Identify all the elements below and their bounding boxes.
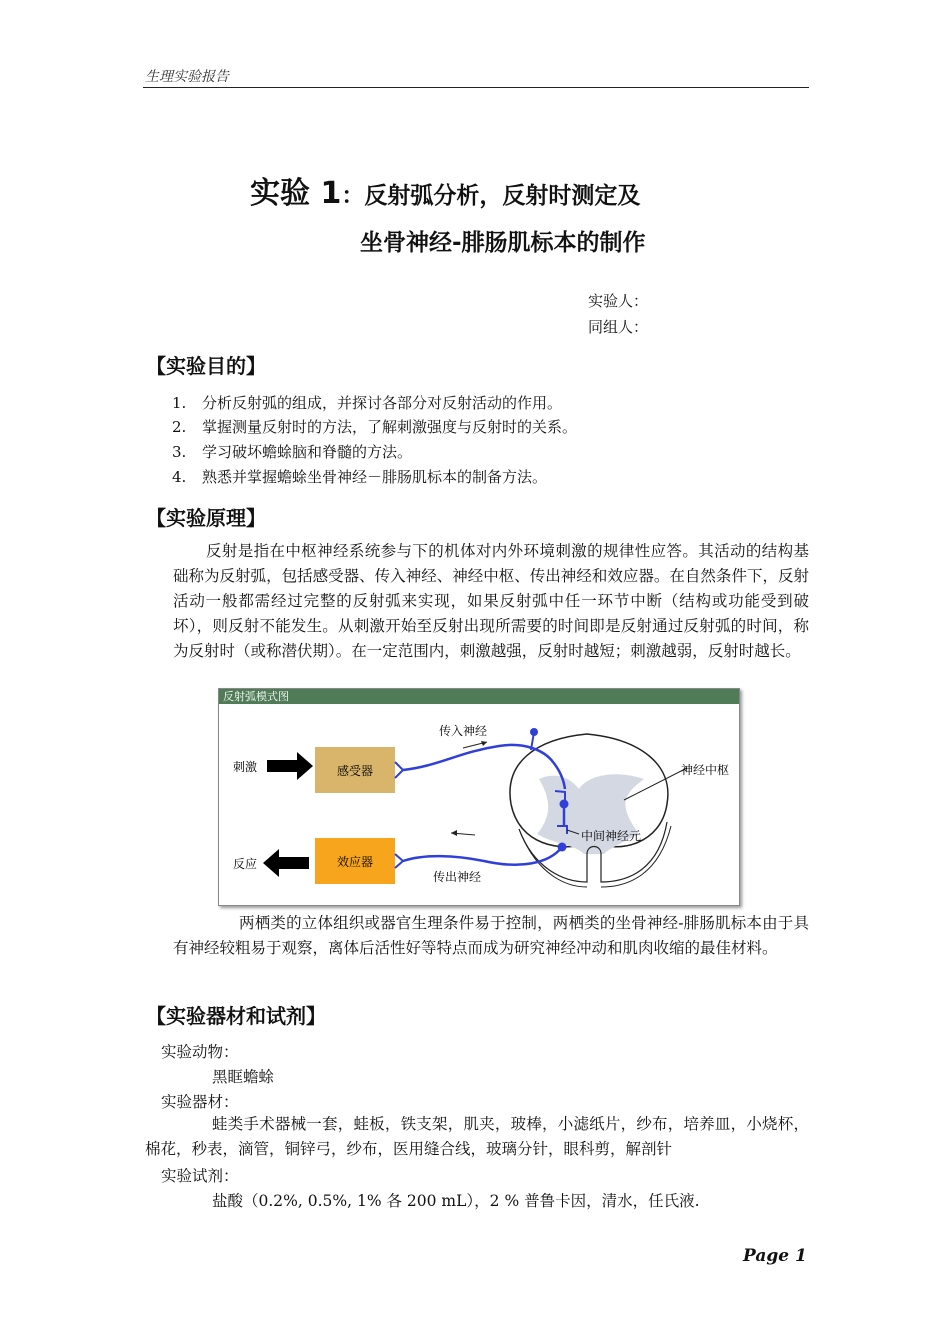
equipment-label: 实验器材： <box>161 1093 239 1111</box>
section-goal: 【实验目的】 <box>146 354 266 378</box>
goal-text: 分析反射弧的组成，并探讨各部分对反射活动的作用。 <box>202 394 563 412</box>
section-principle: 【实验原理】 <box>146 506 266 530</box>
response-label: 反应 <box>233 857 258 871</box>
page-number: Page 1 <box>743 1246 807 1266</box>
effector-label: 效应器 <box>336 855 374 869</box>
principle-paragraph-2: 两栖类的立体组织或器官生理条件易于控制，两栖类的坐骨神经-腓肠肌标本由于具有神经较粗易于观察，离体后活性好等特点而成为研究神经冲动和肌肉收缩的最佳材料。 <box>173 914 809 957</box>
animal-label: 实验动物： <box>161 1043 239 1061</box>
title-line-2: 坐骨神经-腓肠肌标本的制作 <box>360 230 646 256</box>
reagent-label: 实验试剂： <box>161 1167 239 1185</box>
running-header: 生理实验报告 <box>145 69 229 85</box>
reagent-value: 盐酸（0.2%, 0.5%, 1% 各 200 mL），2 % 普鲁卡因，清水，任氏液. <box>212 1192 700 1210</box>
goal-text: 掌握测量反射时的方法，了解刺激强度与反射时的关系。 <box>202 418 578 436</box>
section-materials: 【实验器材和试剂】 <box>146 1004 326 1028</box>
equipment-value: 蛙类手术器械一套，蛙板，铁支架，肌夹，玻棒，小滤纸片，纱布，培养皿，小烧杯，棉花，秒表，滴管，铜锌弓，纱布，医用缝合线，玻璃分针，眼科剪，解剖针 <box>145 1115 809 1158</box>
goal-number: 2. <box>172 418 187 436</box>
afferent-ending <box>395 762 403 778</box>
center-label: 神经中枢 <box>681 763 730 777</box>
afferent-cell-body <box>530 728 538 736</box>
partner-label: 同组人： <box>588 318 649 336</box>
experimenter-label: 实验人： <box>588 292 649 310</box>
title-sub: ：反射弧分析，反射时测定及 <box>341 183 641 209</box>
title-line-1 <box>250 168 640 212</box>
stimulus-arrow <box>267 752 313 780</box>
principle-paragraph-1: 反射是指在中枢神经系统参与下的机体对内外环境刺激的规律性应答。其活动的结构基础称为反射弧，包括感受器、传入神经、神经中枢、传出神经和效应器。在自然条件下，反射活动一般都需经过完整的反射弧来实现，如果反射弧中任一环节中断（结构或功能受到破坏），则反射不能发生。从刺激开始至反射出现所需要的时间即是反射通过反射弧的时间，称为反射时（或称潜伏期）。在一定范围内，刺激越强，反射时越短；刺激越弱，反射时越长。 <box>173 542 809 660</box>
goal-item <box>172 441 412 462</box>
header-rule <box>143 87 809 88</box>
stimulus-label: 刺激 <box>233 760 258 774</box>
goal-text: 熟悉并掌握蟾蜍坐骨神经－腓肠肌标本的制备方法。 <box>202 468 548 486</box>
efferent-label: 传出神经 <box>433 870 482 884</box>
title-main: 实验 1 <box>250 176 342 211</box>
figure-title: 反射弧模式图 <box>219 689 739 704</box>
goal-text: 学习破坏蟾蜍脑和脊髓的方法。 <box>202 443 413 461</box>
response-arrow <box>263 849 309 877</box>
animal-value: 黑眶蟾蜍 <box>212 1068 275 1086</box>
interneuron-label: 中间神经元 <box>581 829 642 843</box>
reflex-arc-figure <box>218 688 740 906</box>
receptor-label: 感受器 <box>336 764 374 778</box>
efferent-nerve <box>403 847 562 865</box>
goal-item <box>172 392 562 413</box>
goal-number: 3. <box>172 443 187 461</box>
goal-item <box>172 466 547 487</box>
goal-item <box>172 416 577 437</box>
efferent-ending <box>395 854 403 868</box>
goal-number: 4. <box>172 468 187 486</box>
reflex-arc-diagram <box>219 704 739 904</box>
goal-number: 1. <box>172 394 187 412</box>
afferent-label: 传入神经 <box>439 724 488 738</box>
